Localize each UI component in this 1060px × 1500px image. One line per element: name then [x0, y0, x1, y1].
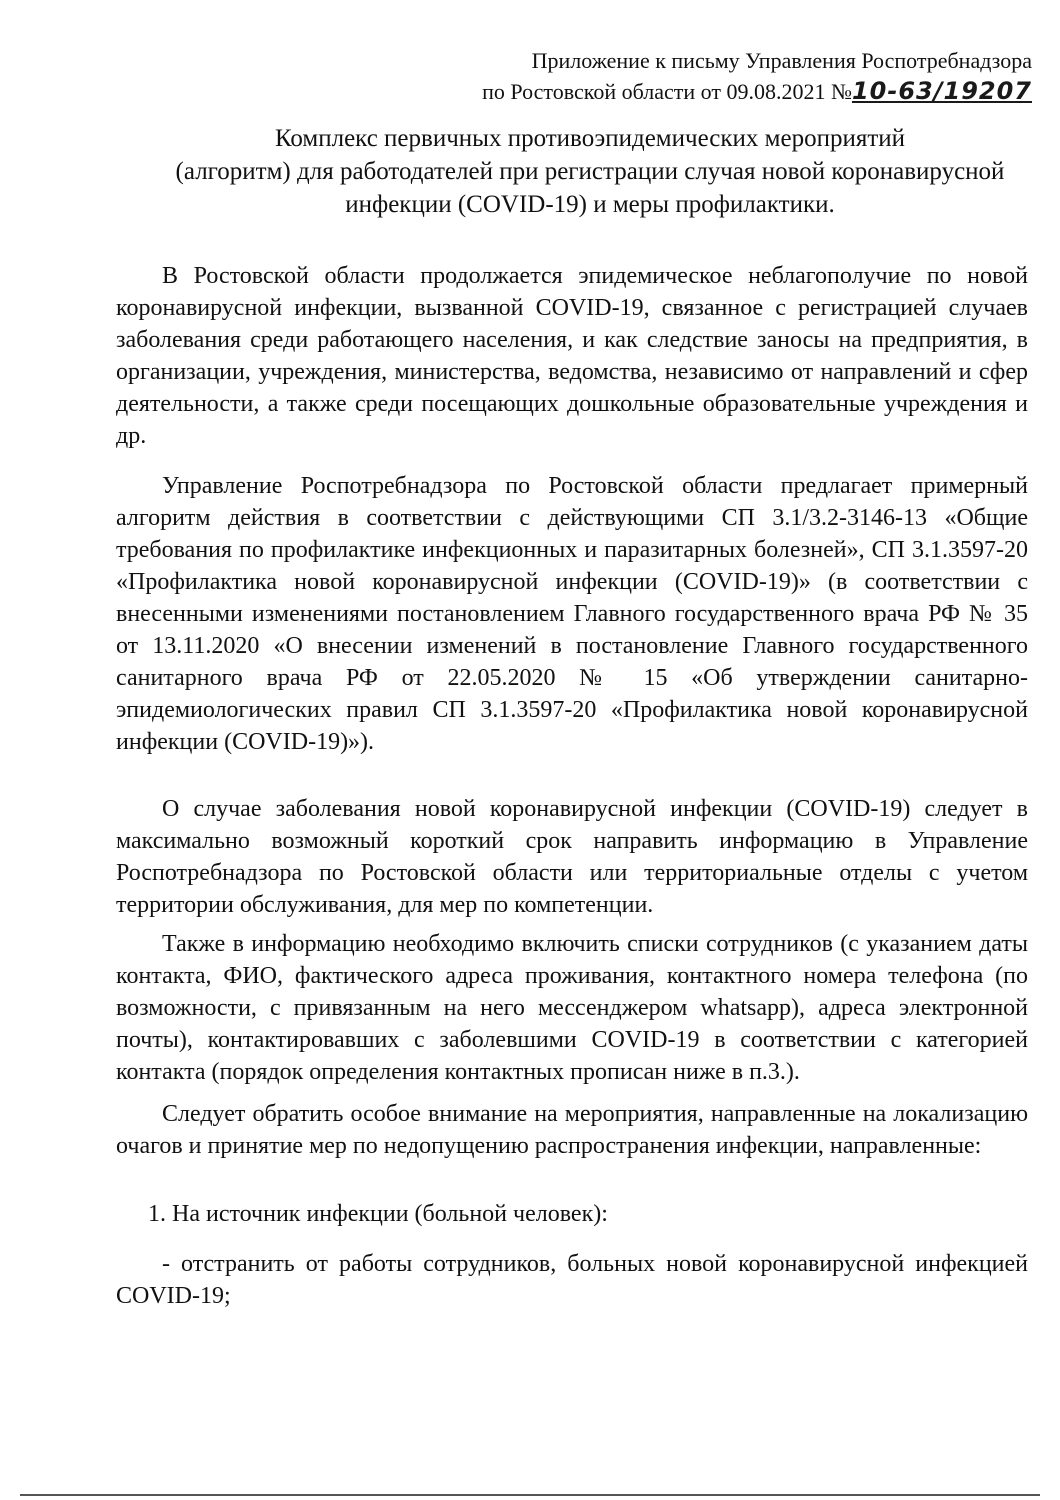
- handwritten-letter-number: 10-63/19207: [851, 77, 1032, 105]
- paragraph-contact-lists: Также в информацию необходимо включить списки сотрудников (с указанием даты контакта, ФИО, фактического адреса проживания, контактного номера телефона (по возможности, с привязанным на него мессенджером whatsapp), адреса электронной почты), контактировавших с заболевшими COVID-19 в соответствии с категорией контакта (порядок определения контактных прописан ниже в п.3.).: [116, 931, 1028, 1085]
- header-line-1: Приложение к письму Управления Роспотребнадзора: [531, 48, 1032, 73]
- list-item-remove-sick: - отстранить от работы сотрудников, больных новой коронавирусной инфекцией COVID-19;: [116, 1251, 1028, 1309]
- paragraph-notification: О случае заболевания новой коронавирусной инфекции (COVID-19) следует в максимально возможный короткий срок направить информацию в Управление Роспотребнадзора по Ростовской области или территориальные отделы с учетом территории обслуживания, для мер по компетенции.: [116, 796, 1028, 918]
- paragraph-measures: Следует обратить особое внимание на мероприятия, направленные на локализацию очагов и принятие мер по недопущению распространения инфекции, направленные:: [116, 1101, 1028, 1159]
- title-line-1: Комплекс первичных противоэпидемических мероприятий: [274, 125, 906, 152]
- page-bottom-line: [20, 1494, 1040, 1496]
- paragraph-algorithm: Управление Роспотребнадзора по Ростовской области предлагает примерный алгоритм действия в соответствии с действующими СП 3.1/3.2-3146-13 «Общие требования по профилактике инфекционных и паразитарных болезней», СП 3.1.3597-20 «Профилактика новой коронавирусной инфекции (COVID-19)» (в соответствии с внесенными изменениями постановлением Главного государственного врача РФ № 35 от 13.11.2020 «О внесении изменений в постановление Главного государственного санитарного врача РФ от 22.05.2020 № 15 «Об утверждении санитарно-эпидемиологических правил СП 3.1.3597-20 «Профилактика новой коронавирусной инфекции (COVID-19)»).: [116, 473, 1028, 755]
- letter-header: [412, 46, 1032, 107]
- header-line-2: [412, 76, 1032, 107]
- document-title: [150, 122, 1030, 221]
- paragraph-situation: В Ростовской области продолжается эпидемическое неблагополучие по новой коронавирусной инфекции, вызванной COVID-19, связанное с регистрацией случаев заболевания среди работающего населения, и как следствие заносы на предприятия, в организации, учреждения, министерства, ведомства, независимо от направлений и сфер деятельности, а также среди посещающих дошкольные образовательные учреждения и др.: [116, 263, 1028, 449]
- header-date-prefix: по Ростовской области от 09.08.2021 №: [482, 79, 852, 104]
- title-line-2: (алгоритм) для работодателей при регистрации случая новой коронавирусной: [175, 158, 1005, 185]
- list-item-source: 1. На источник инфекции (больной человек):: [148, 1201, 608, 1227]
- title-line-3: инфекции (COVID-19) и меры профилактики.: [345, 191, 835, 218]
